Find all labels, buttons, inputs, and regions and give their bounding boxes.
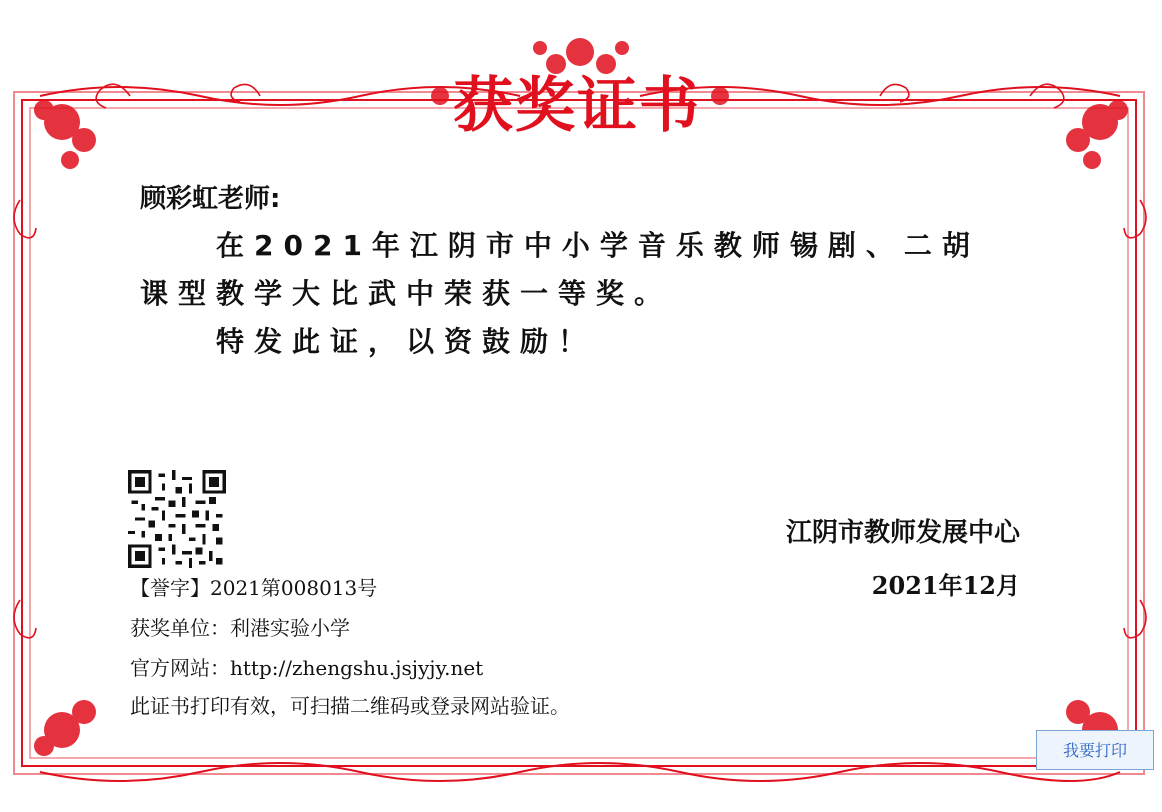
issue-date: 2021年12月: [871, 571, 1020, 600]
official-website: 官方网站：http://zhengshu.jsjyjy.net: [130, 656, 484, 680]
qr-code-icon: [128, 470, 226, 568]
certificate-title: 获奖证书: [453, 71, 701, 141]
print-button[interactable]: 我要打印: [1036, 730, 1154, 770]
award-description: 在2021年江阴市中小学音乐教师锡剧、二胡课型教学大比武中荣获一等奖。: [140, 229, 980, 310]
encouragement-line: 特发此证，以资鼓励！: [216, 325, 597, 358]
certificate-number: 【誉字】2021第008013号: [130, 576, 378, 600]
award-unit: 获奖单位：利港实验小学: [130, 616, 350, 640]
verification-note: 此证书打印有效，可扫描二维码或登录网站验证。: [130, 694, 570, 718]
issuing-organization: 江阴市教师发展中心: [785, 518, 1020, 548]
award-statement: [140, 222, 1010, 366]
recipient-name: 顾彩虹老师:: [140, 184, 281, 214]
